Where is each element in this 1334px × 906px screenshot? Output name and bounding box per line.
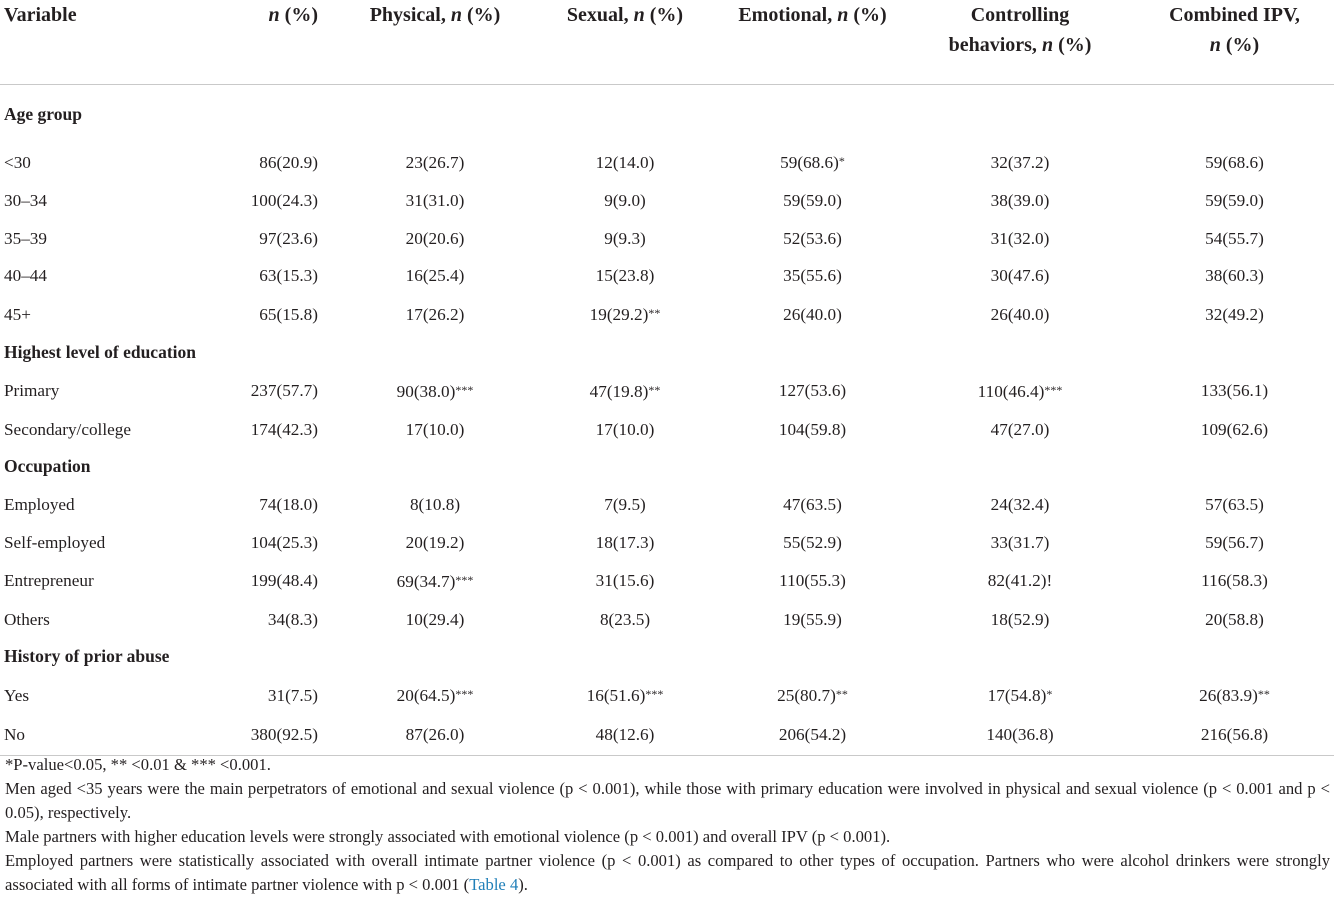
section-heading: Highest level of education — [4, 341, 196, 362]
table-cell — [720, 372, 905, 411]
header-sexual — [530, 0, 720, 85]
header-n: n — [268, 4, 280, 26]
row-label: <30 — [4, 152, 31, 172]
cell-value: 48(12.6) — [595, 725, 655, 745]
table-cell — [340, 182, 530, 220]
row-label: Self-employed — [4, 532, 106, 552]
footnote-2: Male partners with higher education levels were strongly associated with emotional violence (p < 0.001) and overall IPV (p < 0.001). — [5, 827, 891, 846]
cell-value: 90(38.0) — [396, 381, 456, 401]
table-cell — [340, 295, 530, 334]
table-cell — [218, 295, 340, 334]
cell-value: 17(10.0) — [595, 419, 655, 439]
table-row — [0, 372, 1334, 411]
table-cell — [1135, 372, 1334, 411]
table-cell — [1135, 486, 1334, 524]
table-cell — [530, 295, 720, 334]
cell-value: 23(26.7) — [405, 152, 465, 172]
cell-value: 26(83.9) — [1199, 686, 1258, 706]
table-cell — [340, 715, 530, 756]
cell-value: 17(54.8) — [987, 686, 1047, 706]
header-suffix: (%) — [1220, 34, 1260, 56]
cell-value: 34(8.3) — [267, 609, 318, 629]
significance-marker: ** — [648, 306, 661, 321]
table-cell — [905, 372, 1135, 411]
cell-value: 59(68.6) — [1205, 152, 1264, 172]
row-label: 45+ — [4, 304, 31, 324]
cell-value: 104(25.3) — [250, 532, 318, 552]
cell-value: 104(59.8) — [778, 419, 847, 439]
header-text: Sexual, — [566, 4, 634, 26]
significance-marker: * — [838, 154, 845, 168]
table-cell — [340, 372, 530, 411]
header-combined-ipv — [1135, 0, 1334, 85]
table-cell — [530, 676, 720, 715]
cell-value: 109(62.6) — [1200, 419, 1269, 439]
table-cell — [905, 411, 1135, 449]
cell-value: 26(40.0) — [783, 304, 842, 324]
table-cell — [340, 601, 530, 639]
table-cell — [720, 486, 905, 524]
cell-value: 12(14.0) — [595, 152, 655, 172]
table-cell — [720, 601, 905, 639]
cell-value: 47(27.0) — [990, 419, 1050, 439]
table-cell — [218, 486, 340, 524]
cell-value: 216(56.8) — [1200, 725, 1269, 745]
cell-value: 52(53.6) — [783, 228, 842, 248]
table-row — [0, 182, 1334, 220]
cell-value: 133(56.1) — [1200, 381, 1269, 401]
cell-value: 199(48.4) — [250, 571, 318, 591]
table-cell — [218, 524, 340, 562]
table-cell — [218, 562, 340, 601]
cell-value: 63(15.3) — [259, 266, 318, 286]
table-cell — [720, 143, 905, 182]
cell-value: 47(19.8) — [589, 381, 649, 401]
header-physical — [340, 0, 530, 85]
cell-value: 30(47.6) — [990, 266, 1050, 286]
cell-value: 140(36.8) — [986, 725, 1054, 745]
header-n: n — [633, 4, 645, 26]
table-cell — [1135, 143, 1334, 182]
section-row — [0, 85, 1334, 144]
header-text: Variable — [4, 4, 77, 26]
footnote-significance: *P-value<0.05, ** <0.01 & *** <0.001. — [5, 755, 271, 774]
table-cell — [340, 143, 530, 182]
cell-value: 35(55.6) — [783, 266, 842, 286]
table-cell — [720, 182, 905, 220]
cell-value: 97(23.6) — [259, 228, 318, 248]
significance-marker: ** — [1257, 687, 1270, 702]
significance-marker: ** — [835, 687, 848, 702]
cell-value: 19(55.9) — [783, 609, 842, 629]
cell-value: 87(26.0) — [405, 725, 465, 745]
table-row — [0, 257, 1334, 295]
table-row — [0, 524, 1334, 562]
cell-value: 57(63.5) — [1205, 495, 1264, 515]
header-suffix: (%) — [644, 4, 684, 26]
significance-marker: *** — [645, 687, 664, 702]
cell-value: 20(19.2) — [405, 532, 465, 552]
cell-value: 20(64.5) — [396, 686, 456, 706]
table-cell — [905, 562, 1135, 601]
row-label: Employed — [4, 495, 75, 515]
significance-marker: *** — [455, 382, 474, 397]
row-label: Primary — [4, 381, 60, 401]
table-cell — [1135, 601, 1334, 639]
table-cell — [530, 601, 720, 639]
table-cell — [720, 411, 905, 449]
table-row — [0, 601, 1334, 639]
cell-value: 8(23.5) — [599, 609, 651, 629]
table-cell — [218, 715, 340, 756]
cell-value: 25(80.7) — [777, 686, 836, 706]
table-cell — [905, 295, 1135, 334]
table-cell — [720, 676, 905, 715]
table-cell — [218, 257, 340, 295]
table-cell — [218, 676, 340, 715]
cell-value: 10(29.4) — [405, 609, 465, 629]
table-cell — [218, 220, 340, 258]
table-cell — [1135, 524, 1334, 562]
table-row — [0, 715, 1334, 756]
table-row — [0, 143, 1334, 182]
cell-value: 38(39.0) — [990, 190, 1050, 210]
cell-value: 69(34.7) — [396, 571, 456, 591]
cell-value: 31(15.6) — [595, 571, 655, 591]
cell-value: 9(9.0) — [604, 190, 646, 210]
table-cell — [218, 411, 340, 449]
table-cell — [218, 372, 340, 411]
table-cell — [1135, 295, 1334, 334]
header-suffix: (%) — [848, 4, 887, 26]
cell-value: 33(31.7) — [990, 532, 1050, 552]
table-cell — [720, 524, 905, 562]
row-label: 30–34 — [4, 190, 47, 210]
table-cell — [530, 372, 720, 411]
table-row — [0, 295, 1334, 334]
cell-value: 116(58.3) — [1201, 571, 1268, 591]
cell-value: 74(18.0) — [259, 495, 318, 515]
row-label: Others — [4, 609, 50, 629]
cell-value: 20(58.8) — [1205, 609, 1264, 629]
table-cell — [1135, 220, 1334, 258]
table-cell — [720, 295, 905, 334]
cell-value: 54(55.7) — [1205, 228, 1264, 248]
section-row — [0, 448, 1334, 486]
row-label: 35–39 — [4, 228, 47, 248]
header-n: n — [837, 4, 849, 26]
cell-value: 31(7.5) — [267, 685, 318, 705]
cell-value: 55(52.9) — [783, 532, 842, 552]
cell-value: 32(37.2) — [990, 152, 1050, 172]
header-variable — [0, 0, 218, 85]
table-cell — [530, 143, 720, 182]
table-cell — [720, 715, 905, 756]
table-cell — [720, 257, 905, 295]
cell-value: 15(23.8) — [595, 266, 655, 286]
footnote-3-end: ). — [518, 875, 528, 894]
cell-value: 19(29.2) — [589, 305, 649, 325]
table-cell — [340, 220, 530, 258]
header-n: n — [1209, 34, 1221, 56]
cell-value: 9(9.3) — [604, 228, 646, 248]
table-cell — [218, 143, 340, 182]
cell-value: 16(51.6) — [586, 686, 646, 706]
table-cell — [905, 182, 1135, 220]
section-row — [0, 638, 1334, 676]
table-row — [0, 562, 1334, 601]
row-label: 40–44 — [4, 266, 47, 286]
table-cell — [1135, 562, 1334, 601]
section-row — [0, 334, 1334, 372]
table-row — [0, 676, 1334, 715]
cell-value: 100(24.3) — [250, 190, 318, 210]
table-cell — [1135, 182, 1334, 220]
table-cell — [530, 715, 720, 756]
cell-value: 31(31.0) — [405, 190, 465, 210]
significance-marker: *** — [455, 687, 474, 702]
row-label: No — [0, 715, 218, 756]
header-n: n — [450, 4, 462, 26]
table-cell — [1135, 715, 1334, 756]
cell-value: 59(59.0) — [1205, 190, 1264, 210]
table-cell — [218, 601, 340, 639]
table-cell — [720, 220, 905, 258]
cell-value: 38(60.3) — [1205, 266, 1264, 286]
header-suffix: (%) — [279, 4, 318, 26]
table-cell — [905, 601, 1135, 639]
table-cell — [340, 562, 530, 601]
table-cell — [530, 486, 720, 524]
table-cell — [905, 676, 1135, 715]
significance-marker: *** — [1044, 382, 1063, 397]
cell-value: 127(53.6) — [778, 381, 847, 401]
header-controlling-behaviors — [905, 0, 1135, 85]
cell-value: 380(92.5) — [250, 725, 318, 745]
cell-value: 24(32.4) — [990, 495, 1050, 515]
significance-marker: ** — [648, 382, 661, 397]
table-cell — [530, 257, 720, 295]
cell-value: 17(10.0) — [405, 419, 465, 439]
table-cell — [905, 220, 1135, 258]
table-cell — [340, 411, 530, 449]
table-cell — [218, 182, 340, 220]
cell-value: 86(20.9) — [259, 152, 318, 172]
header-n-percent — [218, 0, 340, 85]
table-cell — [1135, 411, 1334, 449]
cell-value: 59(59.0) — [783, 190, 842, 210]
header-text: Combined IPV, — [1169, 4, 1300, 26]
cell-value: 32(49.2) — [1205, 304, 1264, 324]
significance-marker: * — [1046, 687, 1053, 702]
table-row — [0, 220, 1334, 258]
cell-value: 174(42.3) — [250, 419, 318, 439]
table-cell — [530, 182, 720, 220]
cell-value: 237(57.7) — [250, 381, 318, 401]
section-heading: Age group — [4, 104, 82, 124]
table-4-link[interactable]: Table 4 — [469, 875, 519, 894]
row-label: Entrepreneur — [4, 571, 94, 591]
significance-marker: *** — [455, 572, 474, 587]
cell-value: 26(40.0) — [990, 304, 1050, 324]
table-footnotes — [5, 753, 1330, 897]
cell-value: 47(63.5) — [783, 495, 842, 515]
cell-value: 110(55.3) — [779, 571, 846, 591]
table-cell — [530, 411, 720, 449]
cell-value: 18(17.3) — [595, 532, 655, 552]
cell-value: 82(41.2)! — [987, 571, 1053, 591]
table-cell — [530, 524, 720, 562]
table-header-row — [0, 0, 1334, 85]
table-row — [0, 411, 1334, 449]
table-cell — [1135, 257, 1334, 295]
footnote-3 — [5, 849, 1330, 897]
header-text: Emotional, — [738, 4, 838, 26]
table-cell — [905, 524, 1135, 562]
cell-value: 206(54.2) — [778, 725, 847, 745]
row-label: Yes — [4, 685, 30, 705]
cell-value: 17(26.2) — [405, 304, 465, 324]
header-n: n — [1041, 34, 1054, 56]
table-cell — [905, 486, 1135, 524]
table-row — [0, 486, 1334, 524]
section-heading: Occupation — [4, 456, 91, 477]
table-cell — [340, 676, 530, 715]
cell-value: 59(56.7) — [1205, 532, 1264, 552]
cell-value: 18(52.9) — [990, 609, 1050, 629]
cell-value: 31(32.0) — [990, 228, 1050, 248]
footnote-3-text: Employed partners were statistically associated with overall intimate partner violence (p < 0.001) as compared to other types of occupation. Partners who were alcohol drinkers were strongly associated with all forms of intimate partner violence with p < 0.001 ( — [5, 851, 1330, 894]
section-heading: History of prior abuse — [4, 646, 170, 667]
header-suffix: (%) — [461, 4, 501, 26]
row-label: Secondary/college — [4, 419, 131, 439]
table-cell — [905, 715, 1135, 756]
table-cell — [530, 562, 720, 601]
table-body — [0, 85, 1334, 756]
cell-value: 20(20.6) — [405, 228, 465, 248]
header-suffix: (%) — [1053, 34, 1092, 56]
table-cell — [720, 562, 905, 601]
table-cell — [340, 486, 530, 524]
table-cell — [530, 220, 720, 258]
footnote-1: Men aged <35 years were the main perpetrators of emotional and sexual violence (p < 0.001), while those with primary education were involved in physical and sexual violence (p < 0.001 and p < 0.05), respectively. — [5, 779, 1330, 822]
cell-value: 65(15.8) — [259, 304, 318, 324]
table-cell — [1135, 676, 1334, 715]
cell-value: 59(68.6) — [780, 153, 839, 172]
header-text: Physical, — [369, 4, 451, 26]
cell-value: 110(46.4) — [977, 381, 1045, 401]
table-cell — [905, 257, 1135, 295]
cell-value: 7(9.5) — [604, 495, 646, 515]
header-text: Controlling behaviors, — [948, 4, 1070, 56]
table-cell — [340, 524, 530, 562]
cell-value: 8(10.8) — [409, 495, 461, 515]
header-emotional — [720, 0, 905, 85]
table-cell — [905, 143, 1135, 182]
cell-value: 16(25.4) — [405, 266, 465, 286]
table-cell — [340, 257, 530, 295]
